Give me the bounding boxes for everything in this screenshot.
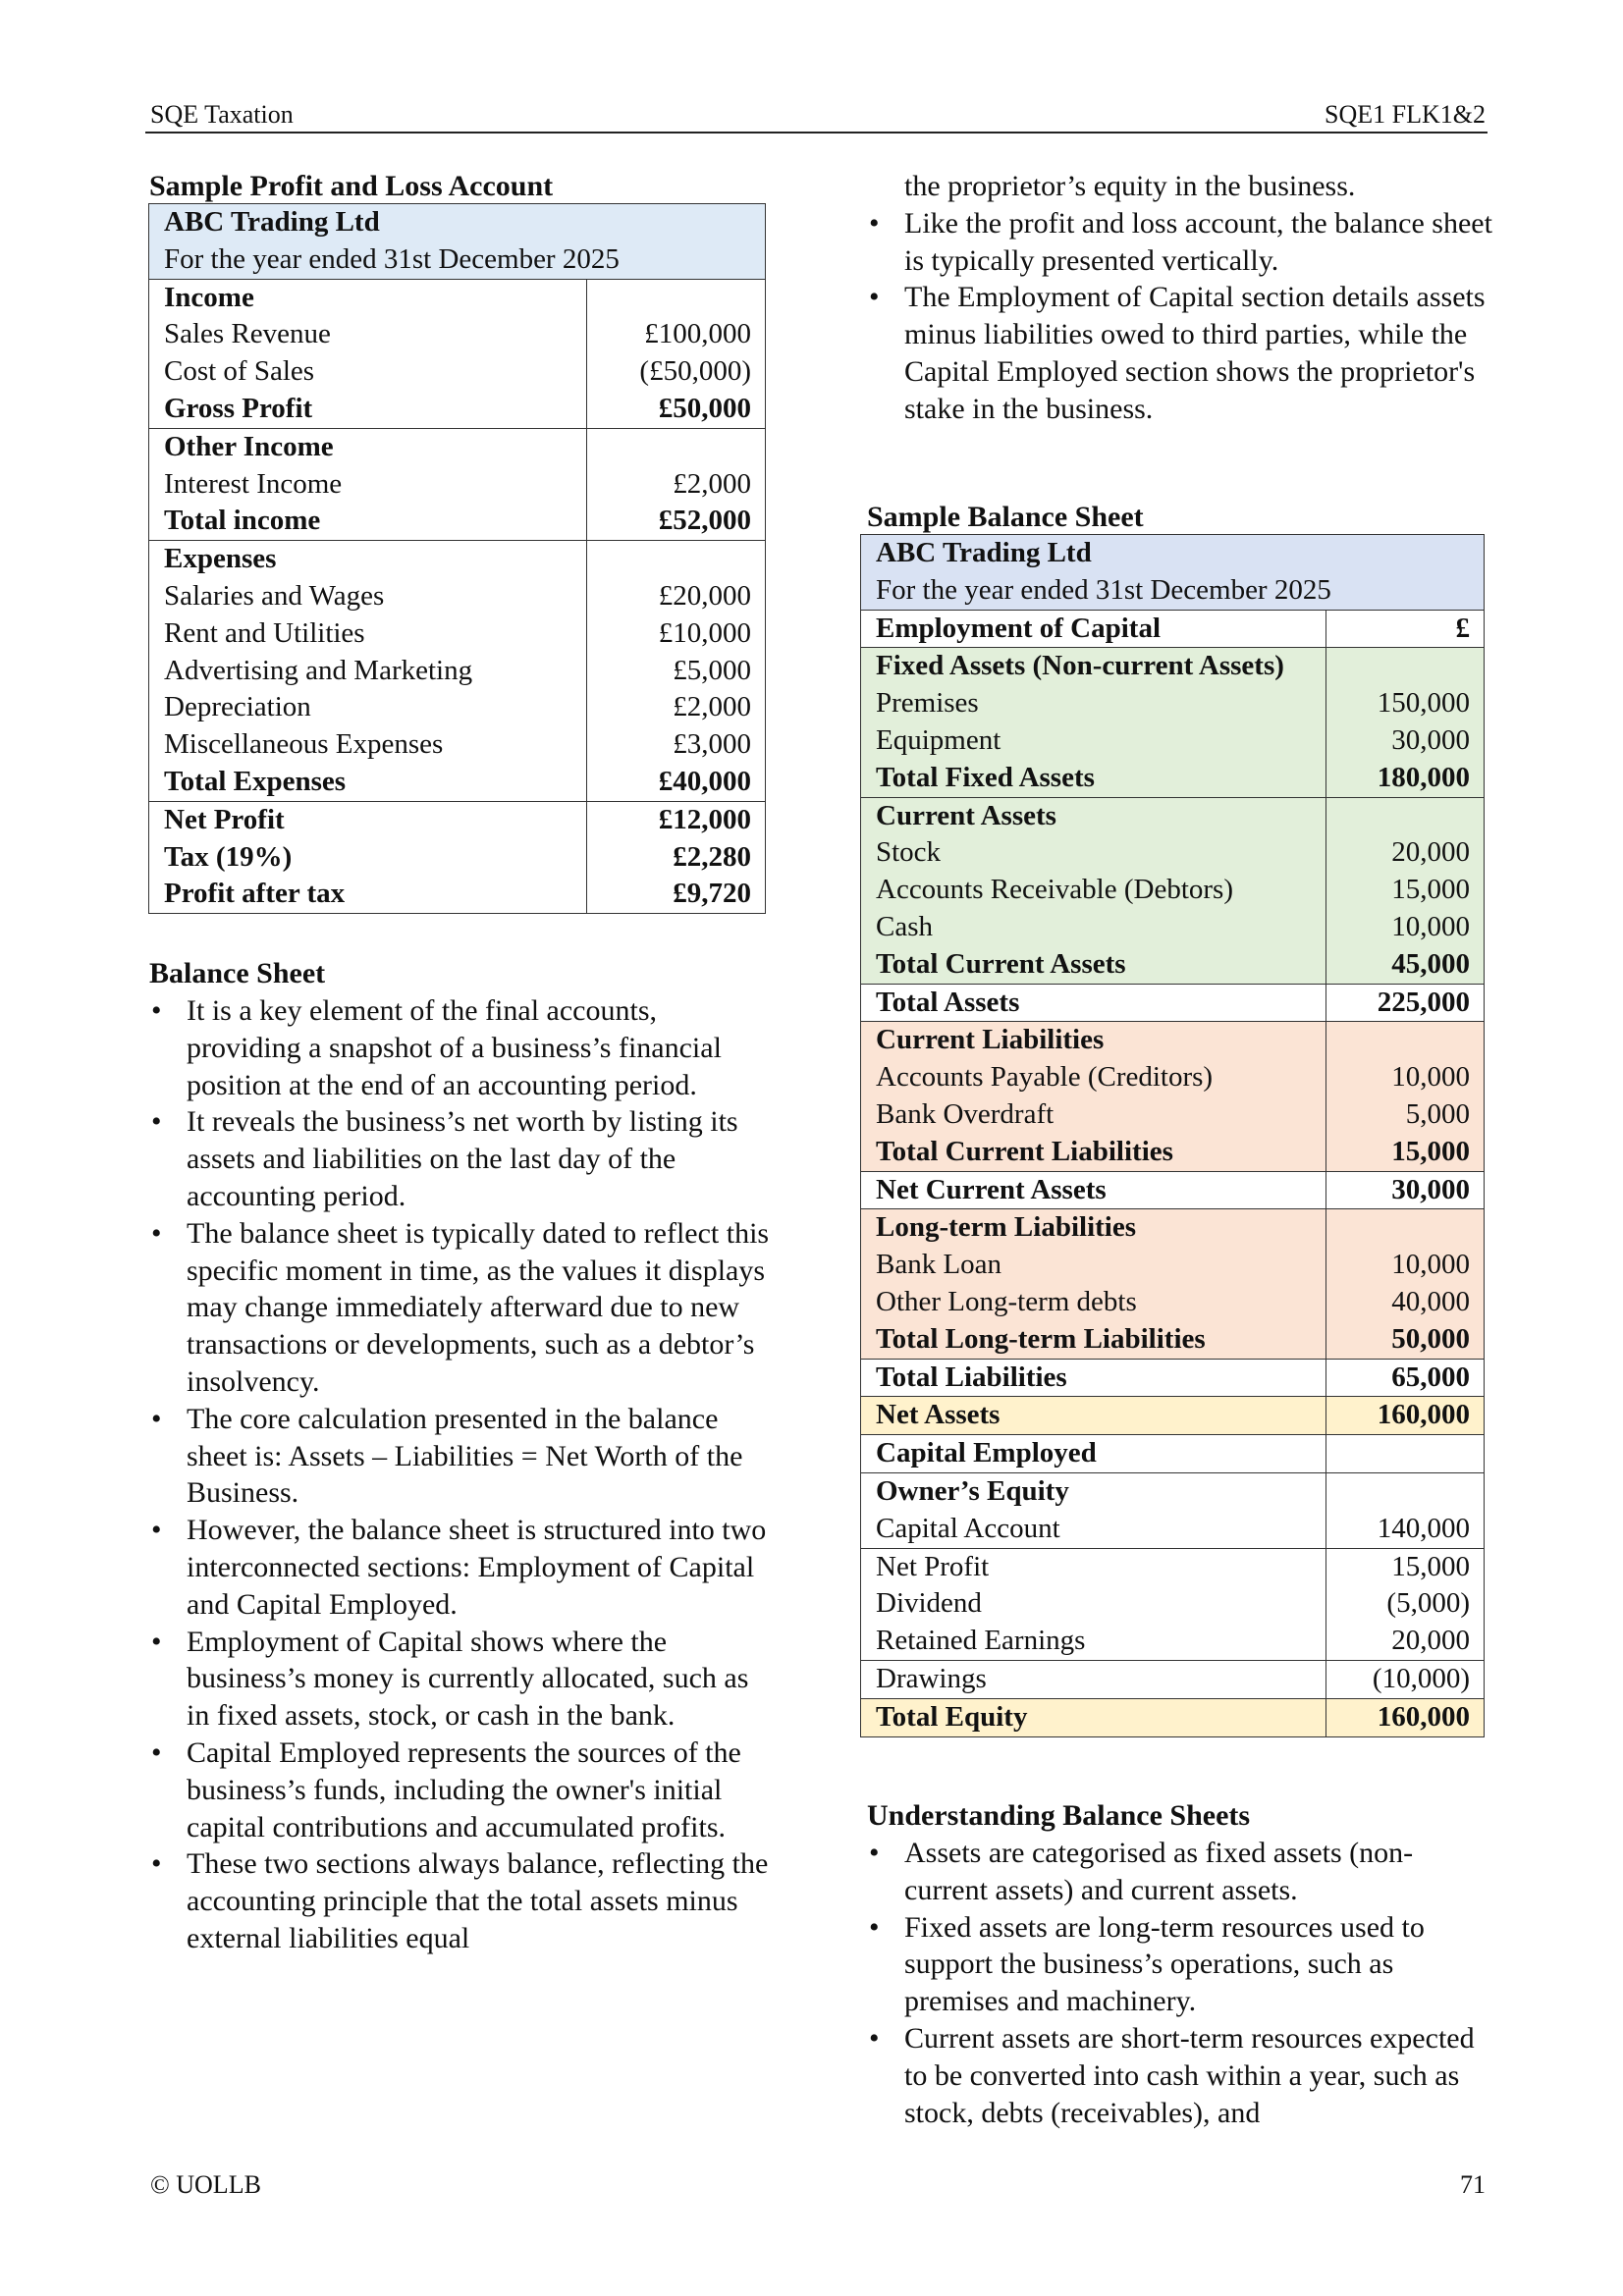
row-label: Total Fixed Assets <box>876 761 1095 793</box>
row-value: £9,720 <box>673 878 751 910</box>
pl-header-row <box>149 204 766 280</box>
bullet-item: • It is a key element of the final accounts, providing a snapshot of a business’s financial position at the end of an accounting period. <box>149 992 778 1103</box>
row-value: 50,000 <box>1391 1322 1470 1355</box>
row-value: 45,000 <box>1391 947 1470 980</box>
row-value: 40,000 <box>1391 1285 1470 1317</box>
row-label: Gross Profit <box>164 392 313 424</box>
bs-period: For the year ended 31st December 2025 <box>876 573 1331 606</box>
row-value: £3,000 <box>673 728 751 761</box>
right-column-top <box>867 168 1495 428</box>
pl-table <box>148 203 766 914</box>
row-label: Cash <box>876 910 933 942</box>
bullet-item: • The balance sheet is typically dated to reflect this specific moment in time, as the values it displays may change immediately afterward due to new transactions or developments, such as a debtor’s insolvency. <box>149 1215 778 1401</box>
row-label: Total Current Assets <box>876 947 1126 980</box>
row-label: Profit after tax <box>164 878 346 910</box>
row-label: Total Liabilities <box>876 1361 1067 1393</box>
bs-current-assets <box>861 797 1485 984</box>
group-heading: Other Income <box>164 430 334 462</box>
bullet-item: • Current assets are short-term resources expected to be converted into cash within a year, such as stock, debts (receivables), and <box>867 2020 1495 2131</box>
currency-label: £ <box>1455 612 1470 644</box>
group-heading: Income <box>164 281 254 313</box>
bullet-item: • Like the profit and loss account, the balance sheet is typically presented vertically. <box>867 205 1495 280</box>
row-label: Tax (19%) <box>164 840 293 873</box>
row-value: £52,000 <box>658 505 751 537</box>
bs-table <box>860 534 1485 1737</box>
row-label: Other Long-term debts <box>876 1285 1137 1317</box>
group-heading: Owner’s Equity <box>876 1474 1069 1507</box>
employment-label: Employment of Capital <box>876 612 1161 644</box>
right-bullets <box>867 205 1495 428</box>
bs-total-equity <box>861 1698 1485 1736</box>
row-value: 180,000 <box>1377 761 1470 793</box>
pl-company: ABC Trading Ltd <box>164 206 380 238</box>
row-label: Drawings <box>876 1662 987 1694</box>
row-label: Rent and Utilities <box>164 616 365 649</box>
bs-net-assets <box>861 1397 1485 1435</box>
pl-period: For the year ended 31st December 2025 <box>164 242 620 275</box>
row-label: Total Equity <box>876 1700 1028 1733</box>
understanding-bullets <box>867 1835 1495 2131</box>
row-value: (5,000) <box>1386 1587 1470 1620</box>
row-value: 160,000 <box>1377 1700 1470 1733</box>
bullet-item: • The Employment of Capital section details assets minus liabilities owed to third parties, while the Capital Employed section shows the proprietor's stake in the business. <box>867 279 1495 427</box>
row-label: Advertising and Marketing <box>164 654 473 686</box>
row-label: Miscellaneous Expenses <box>164 728 444 761</box>
row-label: Salaries and Wages <box>164 579 385 612</box>
bs-drawings <box>861 1660 1485 1698</box>
row-value: £12,000 <box>658 803 751 835</box>
bullet-item: • Employment of Capital shows where the business’s money is currently allocated, such as in fixed assets, stock, or cash in the bank. <box>149 1624 778 1735</box>
row-label: Stock <box>876 836 942 869</box>
bs-header-row <box>861 535 1485 611</box>
row-value: 5,000 <box>1405 1097 1470 1130</box>
row-value: 225,000 <box>1377 986 1470 1018</box>
group-heading: Current Liabilities <box>876 1024 1105 1056</box>
row-value: 10,000 <box>1391 910 1470 942</box>
bullet-item: • These two sections always balance, reflecting the accounting principle that the total assets minus external liabilities equal <box>149 1845 778 1956</box>
row-label: Net Assets <box>876 1399 1001 1431</box>
row-value: £100,000 <box>644 318 751 350</box>
group-heading: Current Assets <box>876 799 1056 831</box>
row-value: 140,000 <box>1377 1512 1470 1544</box>
bs-owners-equity <box>861 1472 1485 1548</box>
bs-capital-employed <box>861 1435 1485 1473</box>
bs-total-assets <box>861 984 1485 1022</box>
row-value: 10,000 <box>1391 1249 1470 1281</box>
header-rule <box>145 132 1488 133</box>
bs-profit-rows <box>861 1548 1485 1660</box>
row-label: Accounts Payable (Creditors) <box>876 1061 1214 1094</box>
group-heading: Fixed Assets (Non-current Assets) <box>876 650 1284 682</box>
row-label: Dividend <box>876 1587 982 1620</box>
running-header-left: SQE Taxation <box>150 100 294 129</box>
bs-company: ABC Trading Ltd <box>876 537 1092 568</box>
row-label: Net Current Assets <box>876 1173 1107 1205</box>
row-label: Premises <box>876 687 979 720</box>
row-label: Bank Overdraft <box>876 1097 1055 1130</box>
row-value: £2,000 <box>673 691 751 723</box>
pl-group-net-profit <box>149 801 766 913</box>
row-value: 30,000 <box>1391 1173 1470 1205</box>
row-label: Total Current Liabilities <box>876 1135 1173 1167</box>
row-value: £5,000 <box>673 654 751 686</box>
row-value: (£50,000) <box>639 355 751 388</box>
row-label: Cost of Sales <box>164 355 315 388</box>
row-label: Total Expenses <box>164 765 347 797</box>
row-label: Bank Loan <box>876 1249 1002 1281</box>
bullet-item: • The core calculation presented in the balance sheet is: Assets – Liabilities = Net Worth of the Business. <box>149 1401 778 1512</box>
pl-title: Sample Profit and Loss Account <box>149 170 554 202</box>
row-value: £10,000 <box>658 616 751 649</box>
bullet-item: • It reveals the business’s net worth by listing its assets and liabilities on the last day of the accounting period. <box>149 1103 778 1214</box>
row-label: Sales Revenue <box>164 318 331 350</box>
row-label: Interest Income <box>164 467 343 500</box>
row-label: Equipment <box>876 723 1001 756</box>
understanding-section <box>867 1797 1495 2131</box>
bullet-item: • Assets are categorised as fixed assets (non-current assets) and current assets. <box>867 1835 1495 1909</box>
bs-current-liabilities <box>861 1022 1485 1171</box>
row-value: 20,000 <box>1391 836 1470 869</box>
running-header-right: SQE1 FLK1&2 <box>1325 100 1486 129</box>
row-value: 15,000 <box>1391 1550 1470 1582</box>
left-column <box>149 955 778 1957</box>
row-label: Net Profit <box>164 803 285 835</box>
row-label: Total income <box>164 505 321 537</box>
bs-employment-row <box>861 610 1485 648</box>
bullet-item: • Fixed assets are long-term resources used to support the business’s operations, such as premises and machinery. <box>867 1909 1495 2020</box>
row-value: 20,000 <box>1391 1625 1470 1657</box>
row-value: 15,000 <box>1391 1135 1470 1167</box>
group-heading: Long-term Liabilities <box>876 1211 1137 1244</box>
balance-sheet-heading: Balance Sheet <box>149 957 326 989</box>
row-value: £2,280 <box>673 840 751 873</box>
pl-group-expenses <box>149 541 766 802</box>
row-value: 15,000 <box>1391 874 1470 906</box>
pl-group-income <box>149 279 766 428</box>
bs-fixed-assets <box>861 648 1485 797</box>
row-value: £20,000 <box>658 579 751 612</box>
row-value: (10,000) <box>1372 1662 1470 1694</box>
row-label: Total Assets <box>876 986 1020 1018</box>
understanding-heading: Understanding Balance Sheets <box>867 1799 1251 1832</box>
row-label: Retained Earnings <box>876 1625 1086 1657</box>
bs-long-term-liabilities <box>861 1209 1485 1359</box>
row-value: £2,000 <box>673 467 751 500</box>
row-label: Accounts Receivable (Debtors) <box>876 874 1233 906</box>
row-value: 10,000 <box>1391 1061 1470 1094</box>
pl-group-other-income <box>149 428 766 540</box>
page-number: 71 <box>1460 2170 1486 2199</box>
row-value: £50,000 <box>658 392 751 424</box>
row-label: Capital Account <box>876 1512 1060 1544</box>
balance-sheet-bullets <box>149 992 778 1957</box>
row-value: 150,000 <box>1377 687 1470 720</box>
copyright: © UOLLB <box>150 2170 261 2199</box>
row-value: 30,000 <box>1391 723 1470 756</box>
row-value: £40,000 <box>658 765 751 797</box>
group-heading: Expenses <box>164 543 277 575</box>
row-value: 65,000 <box>1391 1361 1470 1393</box>
continuation-text: the proprietor’s equity in the business. <box>904 170 1356 202</box>
bs-title: Sample Balance Sheet <box>867 501 1144 533</box>
row-label: Net Profit <box>876 1550 990 1582</box>
bs-net-current-assets <box>861 1171 1485 1209</box>
bs-total-liabilities <box>861 1359 1485 1397</box>
row-label: Depreciation <box>164 691 311 723</box>
row-label: Capital Employed <box>876 1437 1097 1469</box>
bullet-item: • However, the balance sheet is structured into two interconnected sections: Employment of Capital and Capital Employed. <box>149 1512 778 1623</box>
bullet-item: • Capital Employed represents the sources of the business’s funds, including the owner's initial capital contributions and accumulated profits. <box>149 1735 778 1845</box>
row-label: Total Long-term Liabilities <box>876 1322 1206 1355</box>
row-value: 160,000 <box>1377 1399 1470 1431</box>
